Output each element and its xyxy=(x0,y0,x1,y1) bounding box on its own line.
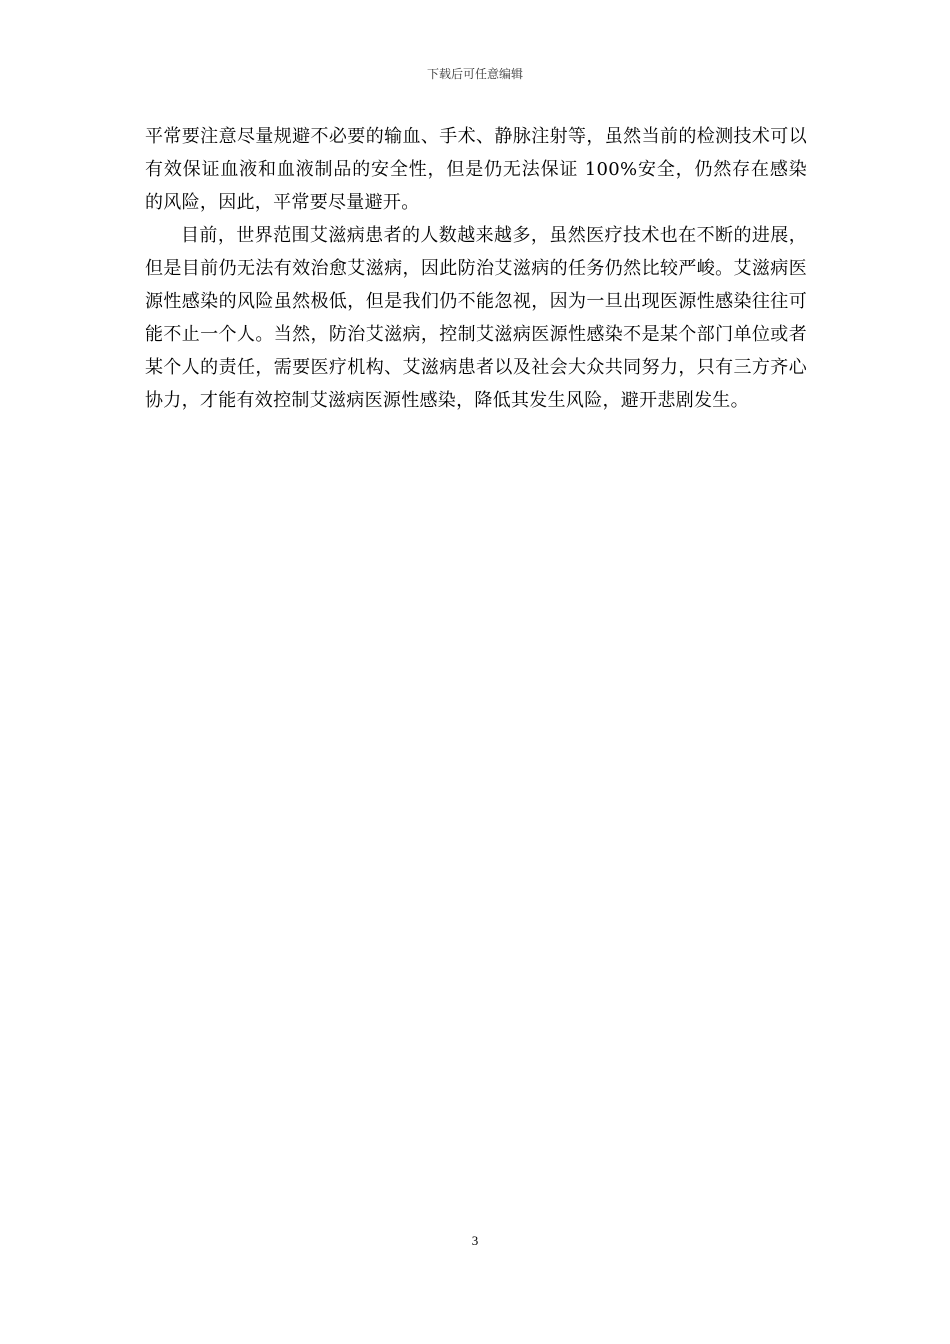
document-body xyxy=(145,120,807,417)
paragraph-1: 平常要注意尽量规避不必要的输血、手术、静脉注射等，虽然当前的检测技术可以有效保证血液和血液制品的安全性，但是仍无法保证 100%安全，仍然存在感染的风险，因此，平常要尽量避开。 xyxy=(145,126,807,213)
page-number: 3 xyxy=(471,1233,479,1248)
page-header: 下载后可任意编辑 xyxy=(426,67,523,81)
paragraph-2: 目前，世界范围艾滋病患者的人数越来越多，虽然医疗技术也在不断的进展，但是目前仍无法有效治愈艾滋病，因此防治艾滋病的任务仍然比较严峻。艾滋病医源性感染的风险虽然极低，但是我们仍不能忽视，因为一旦出现医源性感染往往可能不止一个人。当然，防治艾滋病，控制艾滋病医源性感染不是某个部门单位或者某个人的责任，需要医疗机构、艾滋病患者以及社会大众共同努力，只有三方齐心协力，才能有效控制艾滋病医源性感染，降低其发生风险，避开悲剧发生。 xyxy=(145,225,807,411)
